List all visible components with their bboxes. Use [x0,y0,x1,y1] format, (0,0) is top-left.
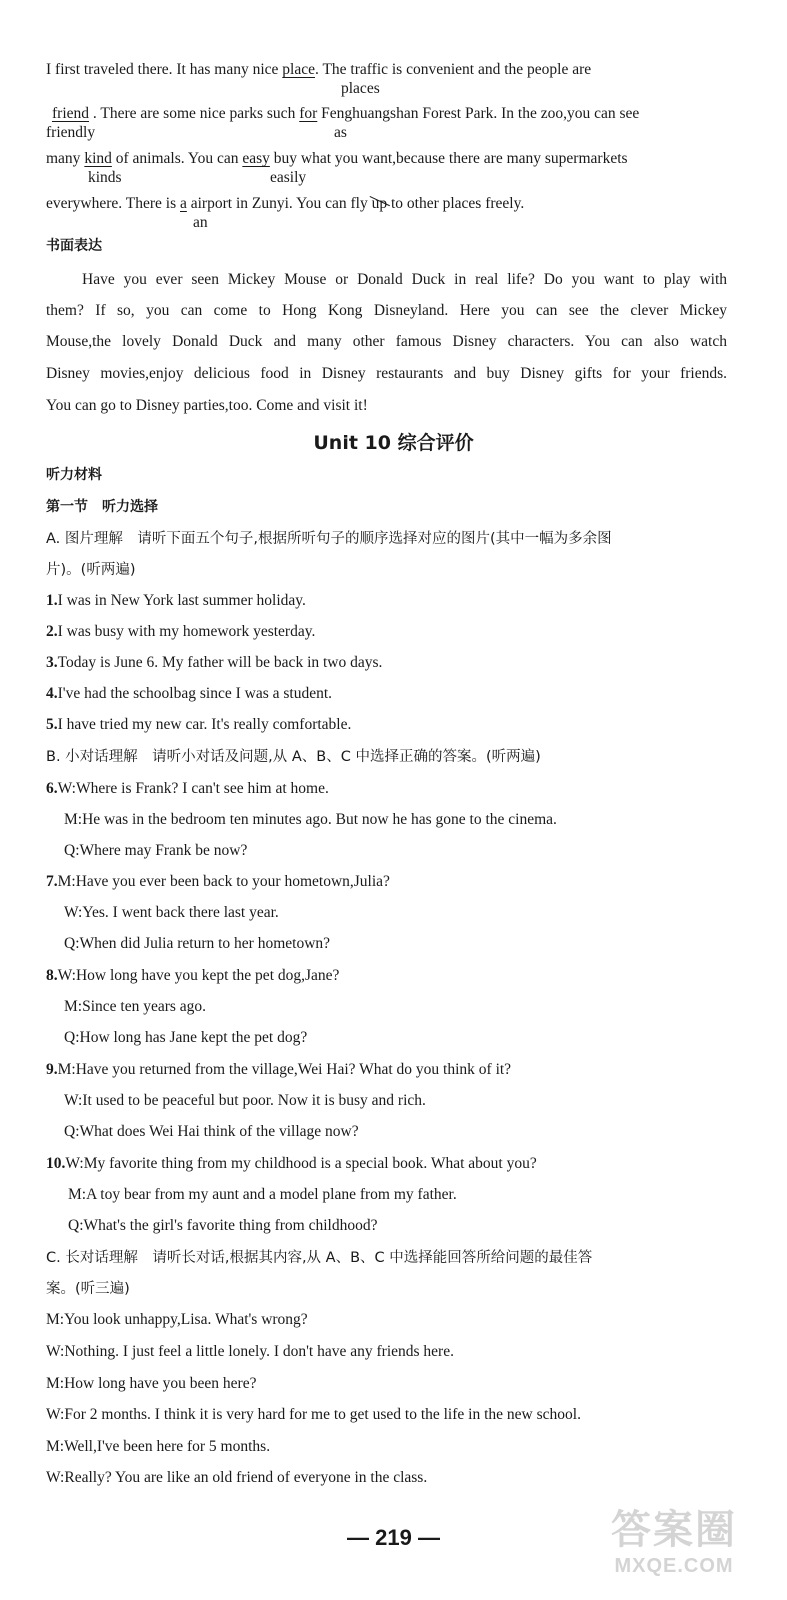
long-dialog-line: W:Really? You are like an old friend of everyone in the class. [46,1469,428,1486]
list-item: 1.I was in New York last summer holiday. [46,592,306,609]
watermark-text: 答案圈 [611,1507,737,1553]
long-dialog-line: W:For 2 months. I think it is very hard for me to get used to the life in the new school. [46,1406,581,1423]
long-dialog-line: M:How long have you been here? [46,1375,257,1392]
correction-word: friendly [46,124,96,141]
essay-line: Mouse,the lovely Donald Duck and many other famous Disney characters. You can also watch [46,333,727,350]
dialog-line: W:Yes. I went back there last year. [64,904,279,921]
dialog-line: M:Since ten years ago. [64,998,207,1015]
part-c-instruction: C. 长对话理解 请听长对话,根据其内容,从 A、B、C 中选择能回答所给问题的最佳答 [46,1250,593,1266]
essay-line: them? If so, you can come to Hong Kong Disneyland. Here you can see the clever Mickey [46,302,727,319]
passage-line-2: friend . There are some nice parks such for Fenghuangshan Forest Park. In the zoo,you can see [52,105,640,122]
error-word: friend [52,105,90,122]
dialog-question: Q:What does Wei Hai think of the village now? [64,1123,359,1140]
part-a-instruction: 片)。(听两遍) [46,562,136,578]
long-dialog-line: M:You look unhappy,Lisa. What's wrong? [46,1311,308,1328]
dialog-question: Q:Where may Frank be now? [64,842,248,859]
passage-line-4: everywhere. There is a airport in Zunyi. You can fly up to other places freely. [46,195,525,212]
correction-word: as [334,124,347,141]
list-item: 4.I've had the schoolbag since I was a student. [46,685,333,702]
part-b-instruction: B. 小对话理解 请听小对话及问题,从 A、B、C 中选择正确的答案。(听两遍) [46,749,541,765]
dialog-question: Q:What's the girl's favorite thing from childhood? [68,1217,378,1234]
dialog-line: 6.W:Where is Frank? I can't see him at home. [46,780,329,797]
deleted-word: up [371,195,388,212]
correction-word: kinds [88,169,122,186]
error-word: easy [242,150,270,167]
section-heading-listening: 听力材料 [46,467,102,483]
dialog-line: 8.W:How long have you kept the pet dog,Jane? [46,967,340,984]
error-word: place [282,61,315,78]
long-dialog-line: W:Nothing. I just feel a little lonely. I don't have any friends here. [46,1343,454,1360]
unit-title: Unit 10 综合评价 [313,432,474,454]
dialog-line: 10.W:My favorite thing from my childhood is a special book. What about you? [46,1155,537,1172]
watermark-logo [579,1506,769,1588]
page-number: — 219 — [347,1525,440,1550]
part-a-instruction: A. 图片理解 请听下面五个句子,根据所听句子的顺序选择对应的图片(其中一幅为多余图 [46,531,612,547]
essay-line: Disney movies,enjoy delicious food in Disney restaurants and buy Disney gifts for your friends. [46,365,727,382]
section-heading-writing: 书面表达 [46,238,102,254]
part-c-instruction: 案。(听三遍) [46,1281,130,1297]
dialog-line: W:It used to be peaceful but poor. Now it is busy and rich. [64,1092,426,1109]
long-dialog-line: M:Well,I've been here for 5 months. [46,1438,271,1455]
essay-line: You can go to Disney parties,too. Come and visit it! [46,397,368,414]
dialog-line: 7.M:Have you ever been back to your hometown,Julia? [46,873,390,890]
list-item: 2.I was busy with my homework yesterday. [46,623,316,640]
correction-word: easily [270,169,307,186]
watermark-url: MXQE.COM [614,1555,734,1577]
dialog-question: Q:How long has Jane kept the pet dog? [64,1029,308,1046]
list-item: 3.Today is June 6. My father will be back in two days. [46,654,383,671]
dialog-question: Q:When did Julia return to her hometown? [64,935,331,952]
dialog-line: M:A toy bear from my aunt and a model plane from my father. [68,1186,457,1203]
passage-line-3: many kind of animals. You can easy buy what you want,because there are many supermarkets [46,150,628,167]
error-word: a [179,195,187,212]
dialog-line: M:He was in the bedroom ten minutes ago. But now he has gone to the cinema. [64,811,557,828]
list-item: 5.I have tried my new car. It's really comfortable. [46,716,352,733]
error-word: kind [84,150,112,167]
dialog-line: 9.M:Have you returned from the village,Wei Hai? What do you think of it? [46,1061,512,1078]
section-heading-part-1: 第一节 听力选择 [46,499,158,515]
correction-word: places [341,80,380,97]
passage-line-1: I first traveled there. It has many nice place. The traffic is convenient and the people are [46,61,592,78]
error-word: for [299,105,318,122]
correction-word: an [193,214,208,231]
essay-line: Have you ever seen Mickey Mouse or Donald Duck in real life? Do you want to play with [82,271,727,288]
